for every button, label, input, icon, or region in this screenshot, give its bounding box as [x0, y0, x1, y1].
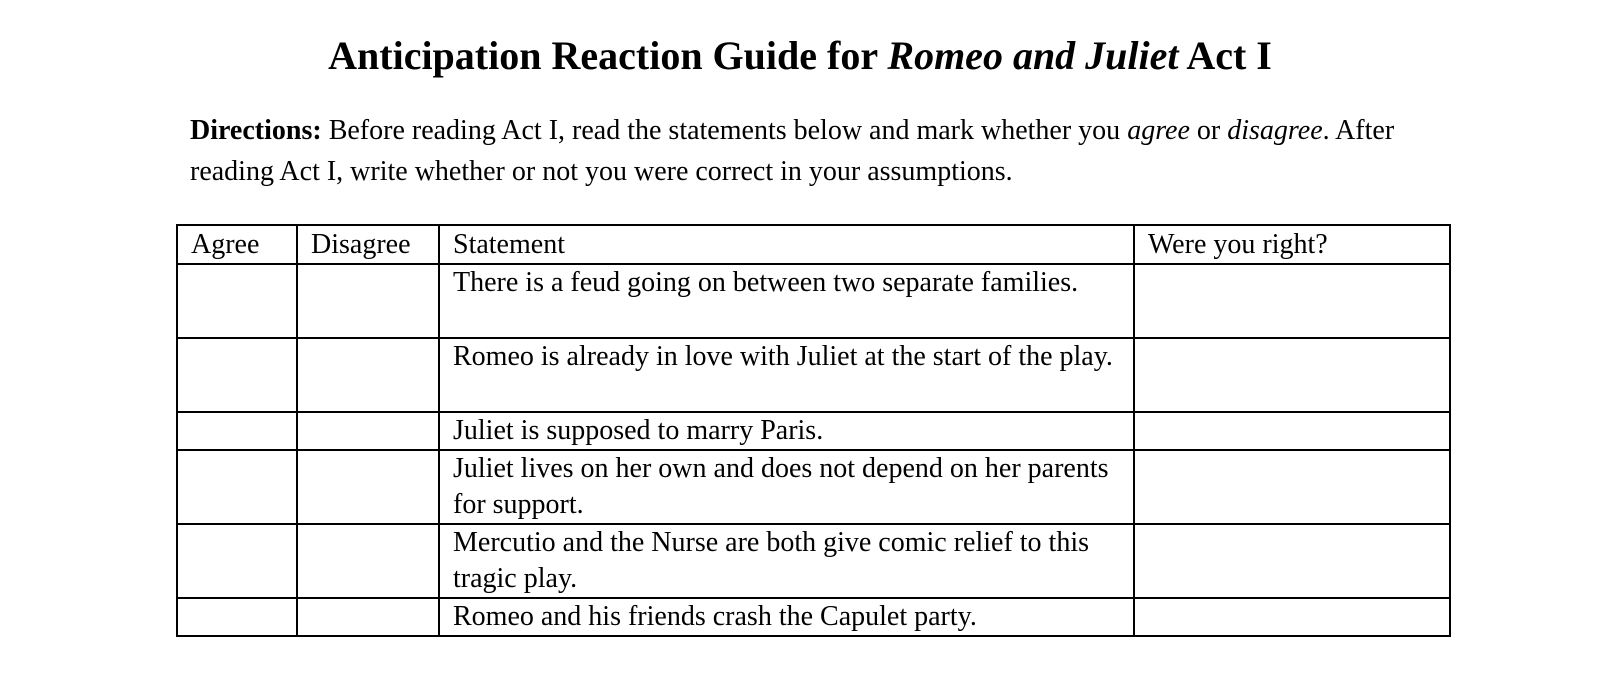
were-you-right-cell[interactable] — [1134, 264, 1450, 338]
directions-text-3: . After reading Act I, write whether or not you were correct in your assumptions. — [190, 115, 1395, 187]
disagree-cell[interactable] — [297, 338, 439, 412]
header-disagree: Disagree — [297, 225, 439, 264]
table-row — [177, 598, 1450, 636]
disagree-cell[interactable] — [297, 264, 439, 338]
header-statement: Statement — [439, 225, 1134, 264]
directions-label: Directions: — [190, 115, 322, 146]
table-row — [177, 524, 1450, 598]
were-you-right-cell[interactable] — [1134, 524, 1450, 598]
page-title — [0, 32, 1600, 80]
table-row — [177, 264, 1450, 338]
disagree-cell[interactable] — [297, 450, 439, 524]
table-header-row — [177, 225, 1450, 264]
disagree-cell[interactable] — [297, 412, 439, 450]
agree-cell[interactable] — [177, 598, 297, 636]
directions-agree-word: agree — [1127, 115, 1190, 146]
anticipation-guide-table — [176, 224, 1451, 637]
title-prefix: Anticipation Reaction Guide for — [328, 33, 888, 78]
agree-cell[interactable] — [177, 338, 297, 412]
table-row — [177, 450, 1450, 524]
directions — [190, 110, 1420, 192]
statement-cell: Juliet lives on her own and does not depend on her parents for support. — [439, 450, 1134, 524]
agree-cell[interactable] — [177, 412, 297, 450]
directions-disagree-word: disagree — [1227, 115, 1323, 146]
header-agree: Agree — [177, 225, 297, 264]
statement-cell: Mercutio and the Nurse are both give comic relief to this tragic play. — [439, 524, 1134, 598]
title-work: Romeo and Juliet — [887, 33, 1179, 78]
were-you-right-cell[interactable] — [1134, 598, 1450, 636]
were-you-right-cell[interactable] — [1134, 338, 1450, 412]
disagree-cell[interactable] — [297, 598, 439, 636]
table-row — [177, 412, 1450, 450]
disagree-cell[interactable] — [297, 524, 439, 598]
statement-cell: Juliet is supposed to marry Paris. — [439, 412, 1134, 450]
were-you-right-cell[interactable] — [1134, 450, 1450, 524]
were-you-right-cell[interactable] — [1134, 412, 1450, 450]
statement-cell: Romeo and his friends crash the Capulet party. — [439, 598, 1134, 636]
agree-cell[interactable] — [177, 450, 297, 524]
title-suffix: Act I — [1178, 33, 1272, 78]
table-row — [177, 338, 1450, 412]
agree-cell[interactable] — [177, 524, 297, 598]
directions-text-1: Before reading Act I, read the statements below and mark whether you — [321, 115, 1128, 146]
directions-text-2: or — [1189, 115, 1228, 146]
agree-cell[interactable] — [177, 264, 297, 338]
statement-cell: Romeo is already in love with Juliet at the start of the play. — [439, 338, 1134, 412]
header-were-you-right: Were you right? — [1134, 225, 1450, 264]
statement-cell: There is a feud going on between two separate families. — [439, 264, 1134, 338]
